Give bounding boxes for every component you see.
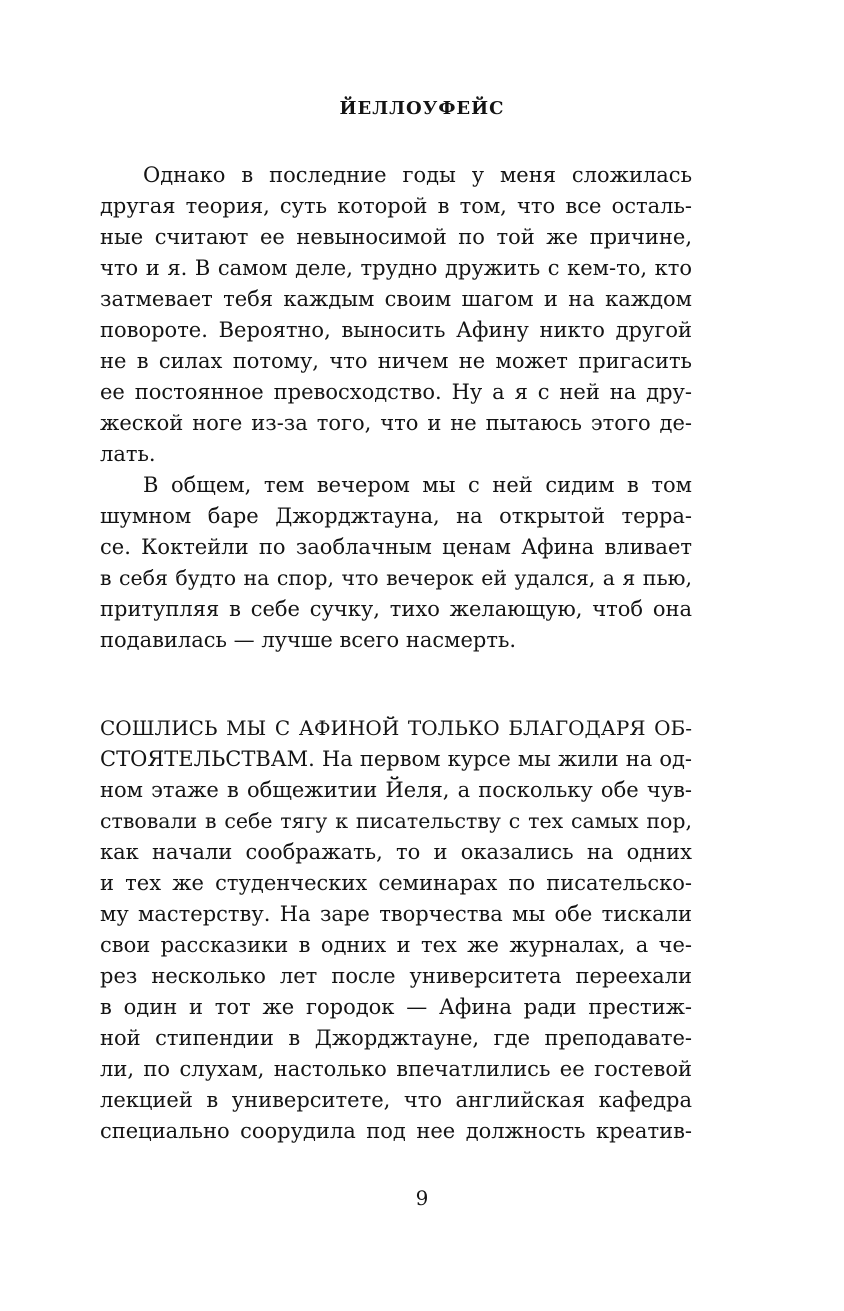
text-line: ные считают ее невыносимой по той же причине, [100, 225, 692, 249]
text-line: В общем, тем вечером мы с ней сидим в том [143, 473, 692, 497]
text-line: лать. [100, 442, 156, 466]
text-line: не в силах потому, что ничем не может пригасить [100, 349, 692, 373]
page-number: 9 [415, 1186, 429, 1210]
text-line: Однако в последние годы у меня сложилась [143, 163, 692, 187]
text-line: повороте. Вероятно, выносить Афину никто другой [100, 318, 692, 342]
text-line: се. Коктейли по заоблачным ценам Афина вливает [100, 535, 692, 559]
text-line: ном этаже в общежитии Йеля, а поскольку обе чув- [100, 778, 692, 802]
text-line: затмевает тебя каждым своим шагом и на каждом [100, 287, 692, 311]
text-line: специально соорудила под нее должность креатив- [100, 1119, 692, 1143]
running-head: ЙЕЛЛОУФЕЙС [339, 98, 505, 119]
text-line: в себя будто на спор, что вечерок ей удался, а я пью, [100, 566, 692, 590]
text-line: рез несколько лет после университета переехали [100, 964, 692, 988]
text-line: что и я. В самом деле, трудно дружить с кем-то, кто [100, 256, 692, 280]
text-line: другая теория, суть которой в том, что все осталь- [100, 194, 692, 218]
text-line: подавилась — лучше всего насмерть. [100, 628, 517, 652]
text-line: жеской ноге из-за того, что и не пытаюсь этого де- [100, 411, 692, 435]
text-section-2 [100, 713, 692, 1147]
text-line: СТОЯТЕЛЬСТВАМ. На первом курсе мы жили на од- [100, 747, 692, 771]
text-line: ли, по слухам, настолько впечатлились ее гостевой [100, 1057, 692, 1081]
text-line: в один и тот же городок — Афина ради престиж- [100, 995, 692, 1019]
text-line: ной стипендии в Джорджтауне, где преподавате- [100, 1026, 692, 1050]
text-line: ствовали в себе тягу к писательству с тех самых пор, [100, 809, 692, 833]
text-section-1 [100, 160, 692, 656]
text-line: притупляя в себе сучку, тихо желающую, чтоб она [100, 597, 692, 621]
text-line: как начали соображать, то и оказались на одних [100, 840, 692, 864]
text-line: свои рассказики в одних и тех же журналах, а че- [100, 933, 692, 957]
text-line: и тех же студенческих семинарах по писательско- [100, 871, 692, 895]
text-line: шумном баре Джорджтауна, на открытой терра- [100, 504, 692, 528]
text-line: лекцией в университете, что английская кафедра [100, 1088, 692, 1112]
text-line: ее постоянное превосходство. Ну а я с ней на дру- [100, 380, 692, 404]
text-line: СОШЛИСЬ МЫ С АФИНОЙ ТОЛЬКО БЛАГОДАРЯ ОБ- [100, 716, 692, 740]
text-line: му мастерству. На заре творчества мы обе тискали [100, 902, 692, 926]
